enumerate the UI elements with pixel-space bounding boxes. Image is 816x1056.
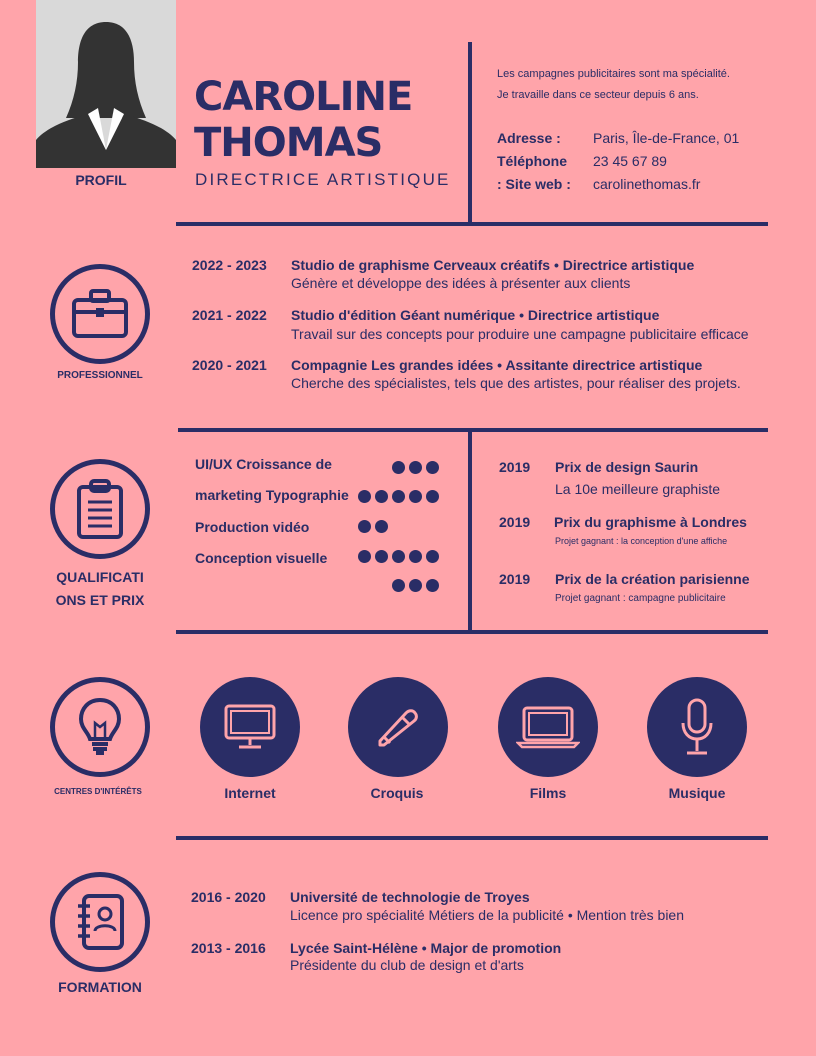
exp-title-3: Compagnie Les grandes idées • Assitante directrice artistique (291, 357, 703, 373)
skills-section-label-line1: QUALIFICATI (56, 569, 144, 585)
rating-dot (392, 461, 405, 474)
skill-rating-5 (392, 579, 439, 592)
interest-label-music: Musique (668, 785, 726, 801)
edu-desc-2: Présidente du club de design et d'arts (290, 957, 524, 973)
rating-dot (358, 520, 371, 533)
monitor-icon (223, 703, 277, 751)
pencil-icon (376, 705, 420, 749)
rating-dot (375, 520, 388, 533)
interest-label-films: Films (529, 785, 567, 801)
skill-label-4: Conception visuelle (195, 550, 328, 566)
edu-years-2: 2013 - 2016 (191, 940, 266, 956)
contact-value-website[interactable]: carolinethomas.fr (593, 176, 701, 192)
rating-dot (409, 461, 422, 474)
exp-desc-3: Cherche des spécialistes, tels que des artistes, pour réaliser des projets. (291, 375, 741, 391)
clipboard-icon-circle (50, 459, 150, 559)
skill-label-3: Production vidéo (195, 519, 310, 535)
rating-dot (375, 490, 388, 503)
award-title-1: Prix de design Saurin (555, 459, 699, 475)
edu-title-2: Lycée Saint-Hélène • Major de promotion (290, 940, 562, 956)
award-desc-2: Projet gagnant : la conception d'une affiche (555, 536, 728, 546)
interest-circle-films (498, 677, 598, 777)
education-top-rule (176, 836, 768, 840)
contact-label-phone: Téléphone (497, 153, 568, 169)
skills-section-label-line2: ONS ET PRIX (55, 592, 145, 608)
rating-dot (426, 550, 439, 563)
interest-circle-internet (200, 677, 300, 777)
rating-dot (392, 579, 405, 592)
exp-years-2: 2021 - 2022 (192, 307, 267, 323)
briefcase-icon-circle (50, 264, 150, 364)
rating-dot (426, 461, 439, 474)
briefcase-icon (71, 288, 129, 340)
contact-value-address: Paris, Île-de-France, 01 (593, 130, 740, 146)
skill-label-1: UI/UX Croissance de (195, 456, 332, 472)
skills-bottom-rule (176, 630, 768, 634)
exp-years-3: 2020 - 2021 (192, 357, 267, 373)
rating-dot (358, 550, 371, 563)
skill-rating-4 (358, 550, 439, 563)
intro-line-1: Les campagnes publicitaires sont ma spécialité. (497, 68, 730, 80)
award-title-2: Prix du graphisme à Londres (554, 514, 747, 530)
rating-dot (409, 490, 422, 503)
lightbulb-icon (78, 697, 122, 757)
exp-desc-2: Travail sur des concepts pour produire une campagne publicitaire efficace (291, 326, 749, 342)
skill-rating-1 (392, 461, 439, 474)
skills-top-rule (178, 428, 768, 432)
interests-section-label: CENTRES D'INTÉRÊTS (54, 787, 142, 796)
exp-title-2: Studio d'édition Géant numérique • Directrice artistique (291, 307, 660, 323)
edu-desc-1: Licence pro spécialité Métiers de la publicité • Mention très bien (290, 907, 684, 923)
rating-dot (375, 550, 388, 563)
last-name: THOMAS (194, 120, 383, 166)
exp-title-1: Studio de graphisme Cerveaux créatifs • Directrice artistique (291, 257, 695, 273)
award-desc-1: La 10e meilleure graphiste (555, 481, 720, 497)
interest-circle-sketch (348, 677, 448, 777)
contact-label-website: : Site web : (497, 176, 571, 192)
award-desc-3: Projet gagnant : campagne publicitaire (555, 593, 726, 604)
edu-title-1: Université de technologie de Troyes (290, 889, 530, 905)
notebook-icon (74, 893, 126, 951)
skill-rating-3 (358, 520, 388, 533)
skills-divider (468, 428, 472, 632)
experience-section-label: PROFESSIONNEL (57, 370, 143, 381)
rating-dot (409, 579, 422, 592)
edu-years-1: 2016 - 2020 (191, 889, 266, 905)
exp-desc-1: Génère et développe des idées à présenter aux clients (291, 275, 631, 291)
first-name: CAROLINE (194, 74, 413, 120)
lightbulb-icon-circle (50, 677, 150, 777)
rating-dot (392, 550, 405, 563)
profile-photo (36, 0, 176, 168)
award-year-1: 2019 (499, 459, 531, 475)
interest-label-internet: Internet (224, 785, 276, 801)
interest-circle-music (647, 677, 747, 777)
skill-label-2: marketing Typographie (195, 487, 349, 503)
skill-rating-2 (358, 490, 439, 503)
intro-line-2: Je travaille dans ce secteur depuis 6 ans. (497, 89, 699, 101)
award-year-3: 2019 (499, 571, 531, 587)
header-divider (468, 42, 472, 224)
contact-label-address: Adresse : (497, 130, 561, 146)
award-year-2: 2019 (499, 514, 531, 530)
rating-dot (426, 579, 439, 592)
person-silhouette-icon (36, 0, 176, 168)
rating-dot (426, 490, 439, 503)
education-section-label: FORMATION (58, 979, 142, 995)
rating-dot (358, 490, 371, 503)
header-bottom-rule (176, 222, 768, 226)
job-title: DIRECTRICE ARTISTIQUE (195, 170, 451, 189)
interest-label-sketch: Croquis (370, 785, 424, 801)
rating-dot (392, 490, 405, 503)
exp-years-1: 2022 - 2023 (192, 257, 267, 273)
clipboard-icon (75, 478, 125, 540)
rating-dot (409, 550, 422, 563)
contact-value-phone: 23 45 67 89 (593, 153, 667, 169)
microphone-icon (679, 697, 715, 757)
award-title-3: Prix de la création parisienne (555, 571, 750, 587)
profile-section-label: PROFIL (75, 172, 127, 188)
laptop-icon (516, 705, 580, 749)
skills-section-label (40, 566, 160, 612)
notebook-icon-circle (50, 872, 150, 972)
